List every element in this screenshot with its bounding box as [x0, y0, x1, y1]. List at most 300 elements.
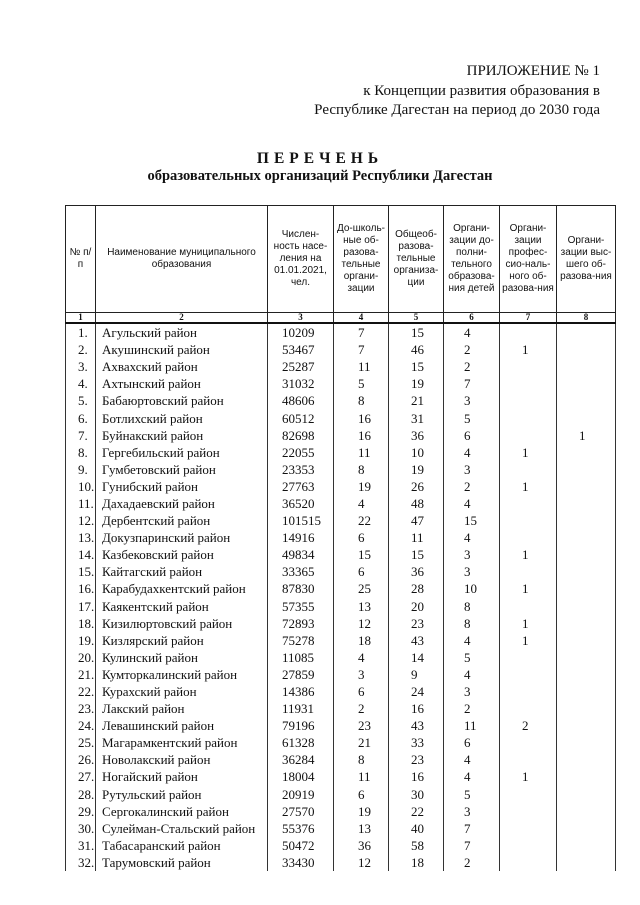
population-value: 60512: [268, 409, 334, 426]
row-number: 23.: [66, 700, 96, 717]
preschool-count: 25: [334, 580, 389, 597]
appendix-header: [300, 62, 600, 121]
table-row: [66, 751, 616, 768]
table-row: [66, 512, 616, 529]
municipality-name: Агульский район: [96, 323, 268, 341]
professional-count: [500, 427, 557, 444]
general-count: 14: [389, 649, 444, 666]
row-number: 4.: [66, 375, 96, 392]
municipality-name: Магарамкентский район: [96, 734, 268, 751]
row-number: 9.: [66, 461, 96, 478]
general-count: 23: [389, 751, 444, 768]
general-count: 23: [389, 615, 444, 632]
table-row: [66, 717, 616, 734]
higher-count: [557, 598, 616, 615]
additional-count: 7: [444, 837, 500, 854]
preschool-count: 16: [334, 427, 389, 444]
municipality-name: Кизлярский район: [96, 632, 268, 649]
professional-count: 2: [500, 717, 557, 734]
population-value: 11931: [268, 700, 334, 717]
table-row: [66, 580, 616, 597]
professional-count: 1: [500, 444, 557, 461]
table-row: [66, 632, 616, 649]
population-value: 23353: [268, 461, 334, 478]
preschool-count: 13: [334, 598, 389, 615]
professional-count: [500, 323, 557, 341]
general-count: 40: [389, 820, 444, 837]
table-row: [66, 375, 616, 392]
municipality-name: Кумторкалинский район: [96, 666, 268, 683]
row-number: 15.: [66, 563, 96, 580]
municipality-name: Гунибский район: [96, 478, 268, 495]
table-row: [66, 837, 616, 854]
preschool-count: 15: [334, 546, 389, 563]
additional-count: 4: [444, 323, 500, 341]
row-number: 7.: [66, 427, 96, 444]
municipality-name: Акушинский район: [96, 341, 268, 358]
table-row: [66, 427, 616, 444]
additional-count: 3: [444, 546, 500, 563]
professional-count: [500, 358, 557, 375]
preschool-count: 6: [334, 563, 389, 580]
row-number: 10.: [66, 478, 96, 495]
table-row: [66, 820, 616, 837]
higher-count: [557, 820, 616, 837]
table-row: [66, 495, 616, 512]
additional-count: 8: [444, 598, 500, 615]
appendix-line-1: ПРИЛОЖЕНИЕ № 1: [466, 63, 600, 79]
general-count: 9: [389, 666, 444, 683]
population-value: 11085: [268, 649, 334, 666]
preschool-count: 18: [334, 632, 389, 649]
municipality-name: Ахтынский район: [96, 375, 268, 392]
table-row: [66, 734, 616, 751]
general-count: 19: [389, 461, 444, 478]
additional-count: 4: [444, 666, 500, 683]
row-number: 14.: [66, 546, 96, 563]
column-number: 5: [389, 313, 444, 324]
row-number: 6.: [66, 409, 96, 426]
population-value: 27763: [268, 478, 334, 495]
row-number: 26.: [66, 751, 96, 768]
additional-count: 3: [444, 461, 500, 478]
population-value: 14916: [268, 529, 334, 546]
professional-count: [500, 683, 557, 700]
additional-count: 4: [444, 529, 500, 546]
preschool-count: 11: [334, 768, 389, 785]
column-number: 1: [66, 313, 96, 324]
higher-count: [557, 341, 616, 358]
preschool-count: 23: [334, 717, 389, 734]
table-row: [66, 700, 616, 717]
additional-count: 3: [444, 683, 500, 700]
general-count: 31: [389, 409, 444, 426]
header-additional: Органи-зации до-полни-тельного образова-ния детей: [444, 206, 500, 313]
professional-count: [500, 529, 557, 546]
higher-count: [557, 649, 616, 666]
higher-count: [557, 837, 616, 854]
municipality-name: Новолакский район: [96, 751, 268, 768]
professional-count: [500, 820, 557, 837]
row-number: 11.: [66, 495, 96, 512]
general-count: 36: [389, 427, 444, 444]
table-row: [66, 786, 616, 803]
row-number: 1.: [66, 323, 96, 341]
row-number: 18.: [66, 615, 96, 632]
professional-count: 1: [500, 580, 557, 597]
higher-count: [557, 632, 616, 649]
additional-count: 5: [444, 409, 500, 426]
higher-count: [557, 786, 616, 803]
population-value: 18004: [268, 768, 334, 785]
municipality-name: Каякентский район: [96, 598, 268, 615]
population-value: 25287: [268, 358, 334, 375]
population-value: 53467: [268, 341, 334, 358]
row-number: 28.: [66, 786, 96, 803]
general-count: 11: [389, 529, 444, 546]
population-value: 87830: [268, 580, 334, 597]
municipality-name: Кайтагский район: [96, 563, 268, 580]
professional-count: [500, 751, 557, 768]
preschool-count: 7: [334, 323, 389, 341]
row-number: 17.: [66, 598, 96, 615]
higher-count: [557, 495, 616, 512]
document-title: ПЕРЕЧЕНЬ: [256, 150, 384, 167]
general-count: 30: [389, 786, 444, 803]
professional-count: [500, 786, 557, 803]
row-number: 8.: [66, 444, 96, 461]
professional-count: [500, 649, 557, 666]
additional-count: 2: [444, 358, 500, 375]
row-number: 29.: [66, 803, 96, 820]
municipality-name: Сулейман-Стальский район: [96, 820, 268, 837]
population-value: 48606: [268, 392, 334, 409]
preschool-count: 5: [334, 375, 389, 392]
preschool-count: 4: [334, 495, 389, 512]
professional-count: 1: [500, 546, 557, 563]
professional-count: 1: [500, 615, 557, 632]
municipality-name: Гергебильский район: [96, 444, 268, 461]
general-count: 33: [389, 734, 444, 751]
row-number: 21.: [66, 666, 96, 683]
general-count: 26: [389, 478, 444, 495]
population-value: 82698: [268, 427, 334, 444]
header-preschool: До-школь-ные об-разова-тельные органи-зации: [334, 206, 389, 313]
professional-count: [500, 837, 557, 854]
professional-count: 1: [500, 341, 557, 358]
municipality-name: Сергокалинский район: [96, 803, 268, 820]
appendix-line-2: к Концепции развития образования в: [363, 82, 600, 99]
professional-count: [500, 563, 557, 580]
header-population: Числен-ность насе-ления на 01.01.2021, чел.: [268, 206, 334, 313]
general-count: 28: [389, 580, 444, 597]
preschool-count: 8: [334, 392, 389, 409]
higher-count: [557, 803, 616, 820]
additional-count: 2: [444, 854, 500, 871]
row-number: 24.: [66, 717, 96, 734]
professional-count: [500, 598, 557, 615]
municipality-name: Ахвахский район: [96, 358, 268, 375]
preschool-count: 6: [334, 529, 389, 546]
population-value: 14386: [268, 683, 334, 700]
preschool-count: 11: [334, 358, 389, 375]
row-number: 13.: [66, 529, 96, 546]
population-value: 22055: [268, 444, 334, 461]
header-professional: Органи-зации профес-сио-наль-ного об-разова-ния: [500, 206, 557, 313]
row-number: 30.: [66, 820, 96, 837]
appendix-line-3: Республике Дагестан на период до 2030 года: [314, 102, 600, 118]
population-value: 36520: [268, 495, 334, 512]
higher-count: [557, 751, 616, 768]
municipality-name: Дербентский район: [96, 512, 268, 529]
document-subtitle: образовательных организаций Республики Дагестан: [147, 168, 493, 184]
additional-count: 7: [444, 375, 500, 392]
preschool-count: 8: [334, 751, 389, 768]
column-number: 7: [500, 313, 557, 324]
population-value: 50472: [268, 837, 334, 854]
professional-count: [500, 495, 557, 512]
additional-count: 4: [444, 751, 500, 768]
preschool-count: 19: [334, 478, 389, 495]
municipality-name: Ботлихский район: [96, 409, 268, 426]
additional-count: 10: [444, 580, 500, 597]
population-value: 79196: [268, 717, 334, 734]
table-row: [66, 803, 616, 820]
professional-count: 1: [500, 632, 557, 649]
table-row: [66, 683, 616, 700]
population-value: 31032: [268, 375, 334, 392]
population-value: 75278: [268, 632, 334, 649]
municipality-name: Кизилюртовский район: [96, 615, 268, 632]
table-row: [66, 323, 616, 341]
preschool-count: 19: [334, 803, 389, 820]
additional-count: 4: [444, 768, 500, 785]
preschool-count: 2: [334, 700, 389, 717]
general-count: 15: [389, 323, 444, 341]
preschool-count: 4: [334, 649, 389, 666]
table-row: [66, 358, 616, 375]
row-number: 2.: [66, 341, 96, 358]
preschool-count: 11: [334, 444, 389, 461]
preschool-count: 8: [334, 461, 389, 478]
column-number-row: [66, 313, 616, 324]
municipality-name: Казбековский район: [96, 546, 268, 563]
higher-count: [557, 478, 616, 495]
higher-count: [557, 717, 616, 734]
general-count: 36: [389, 563, 444, 580]
table-row: [66, 546, 616, 563]
preschool-count: 36: [334, 837, 389, 854]
higher-count: [557, 580, 616, 597]
column-number: 8: [557, 313, 616, 324]
preschool-count: 6: [334, 786, 389, 803]
general-count: 43: [389, 632, 444, 649]
professional-count: [500, 409, 557, 426]
general-count: 10: [389, 444, 444, 461]
higher-count: [557, 375, 616, 392]
higher-count: [557, 461, 616, 478]
table-row: [66, 341, 616, 358]
general-count: 18: [389, 854, 444, 871]
general-count: 58: [389, 837, 444, 854]
table-row: [66, 409, 616, 426]
table-row: [66, 444, 616, 461]
population-value: 101515: [268, 512, 334, 529]
professional-count: [500, 666, 557, 683]
row-number: 20.: [66, 649, 96, 666]
preschool-count: 16: [334, 409, 389, 426]
row-number: 25.: [66, 734, 96, 751]
row-number: 27.: [66, 768, 96, 785]
column-number: 4: [334, 313, 389, 324]
row-number: 16.: [66, 580, 96, 597]
additional-count: 3: [444, 392, 500, 409]
organizations-table: [65, 205, 616, 871]
higher-count: [557, 768, 616, 785]
table-row: [66, 461, 616, 478]
higher-count: [557, 323, 616, 341]
municipality-name: Кулинский район: [96, 649, 268, 666]
additional-count: 7: [444, 820, 500, 837]
municipality-name: Буйнакский район: [96, 427, 268, 444]
professional-count: [500, 854, 557, 871]
municipality-name: Дахадаевский район: [96, 495, 268, 512]
professional-count: [500, 734, 557, 751]
general-count: 15: [389, 358, 444, 375]
preschool-count: 7: [334, 341, 389, 358]
additional-count: 2: [444, 700, 500, 717]
population-value: 72893: [268, 615, 334, 632]
municipality-name: Гумбетовский район: [96, 461, 268, 478]
additional-count: 4: [444, 495, 500, 512]
professional-count: [500, 461, 557, 478]
municipality-name: Тарумовский район: [96, 854, 268, 871]
higher-count: [557, 358, 616, 375]
higher-count: [557, 615, 616, 632]
higher-count: [557, 683, 616, 700]
additional-count: 5: [444, 649, 500, 666]
professional-count: [500, 392, 557, 409]
higher-count: 1: [557, 427, 616, 444]
higher-count: [557, 546, 616, 563]
preschool-count: 22: [334, 512, 389, 529]
higher-count: [557, 854, 616, 871]
general-count: 15: [389, 546, 444, 563]
municipality-name: Левашинский район: [96, 717, 268, 734]
row-number: 5.: [66, 392, 96, 409]
higher-count: [557, 666, 616, 683]
row-number: 22.: [66, 683, 96, 700]
table-row: [66, 649, 616, 666]
population-value: 20919: [268, 786, 334, 803]
higher-count: [557, 563, 616, 580]
additional-count: 4: [444, 444, 500, 461]
higher-count: [557, 700, 616, 717]
higher-count: [557, 444, 616, 461]
additional-count: 4: [444, 632, 500, 649]
municipality-name: Рутульский район: [96, 786, 268, 803]
header-general: Общеоб-разова-тельные организа-ции: [389, 206, 444, 313]
population-value: 27570: [268, 803, 334, 820]
general-count: 46: [389, 341, 444, 358]
general-count: 16: [389, 768, 444, 785]
header-municipality: Наименование муниципального образования: [96, 206, 268, 313]
column-number: 3: [268, 313, 334, 324]
population-value: 10209: [268, 323, 334, 341]
additional-count: 8: [444, 615, 500, 632]
table-row: [66, 563, 616, 580]
general-count: 22: [389, 803, 444, 820]
municipality-name: Курахский район: [96, 683, 268, 700]
table-row: [66, 854, 616, 871]
additional-count: 6: [444, 734, 500, 751]
table-row: [66, 598, 616, 615]
general-count: 24: [389, 683, 444, 700]
table-row: [66, 529, 616, 546]
table-row: [66, 666, 616, 683]
population-value: 33365: [268, 563, 334, 580]
professional-count: [500, 375, 557, 392]
higher-count: [557, 409, 616, 426]
additional-count: 2: [444, 341, 500, 358]
higher-count: [557, 392, 616, 409]
row-number: 12.: [66, 512, 96, 529]
municipality-name: Ногайский район: [96, 768, 268, 785]
population-value: 27859: [268, 666, 334, 683]
preschool-count: 6: [334, 683, 389, 700]
header-row: [66, 206, 616, 313]
preschool-count: 12: [334, 615, 389, 632]
additional-count: 5: [444, 786, 500, 803]
general-count: 43: [389, 717, 444, 734]
general-count: 16: [389, 700, 444, 717]
additional-count: 3: [444, 803, 500, 820]
general-count: 21: [389, 392, 444, 409]
population-value: 55376: [268, 820, 334, 837]
professional-count: [500, 803, 557, 820]
municipality-name: Бабаюртовский район: [96, 392, 268, 409]
population-value: 61328: [268, 734, 334, 751]
professional-count: 1: [500, 768, 557, 785]
preschool-count: 3: [334, 666, 389, 683]
municipality-name: Карабудахкентский район: [96, 580, 268, 597]
municipality-name: Лакский район: [96, 700, 268, 717]
general-count: 19: [389, 375, 444, 392]
population-value: 57355: [268, 598, 334, 615]
row-number: 32.: [66, 854, 96, 871]
professional-count: [500, 512, 557, 529]
additional-count: 3: [444, 563, 500, 580]
row-number: 31.: [66, 837, 96, 854]
municipality-name: Табасаранский район: [96, 837, 268, 854]
population-value: 49834: [268, 546, 334, 563]
table-row: [66, 392, 616, 409]
additional-count: 6: [444, 427, 500, 444]
header-higher: Органи-зации выс-шего об-разова-ния: [557, 206, 616, 313]
higher-count: [557, 529, 616, 546]
preschool-count: 21: [334, 734, 389, 751]
professional-count: [500, 700, 557, 717]
column-number: 6: [444, 313, 500, 324]
population-value: 36284: [268, 751, 334, 768]
preschool-count: 13: [334, 820, 389, 837]
table-row: [66, 615, 616, 632]
higher-count: [557, 734, 616, 751]
table-row: [66, 478, 616, 495]
additional-count: 15: [444, 512, 500, 529]
row-number: 19.: [66, 632, 96, 649]
higher-count: [557, 512, 616, 529]
